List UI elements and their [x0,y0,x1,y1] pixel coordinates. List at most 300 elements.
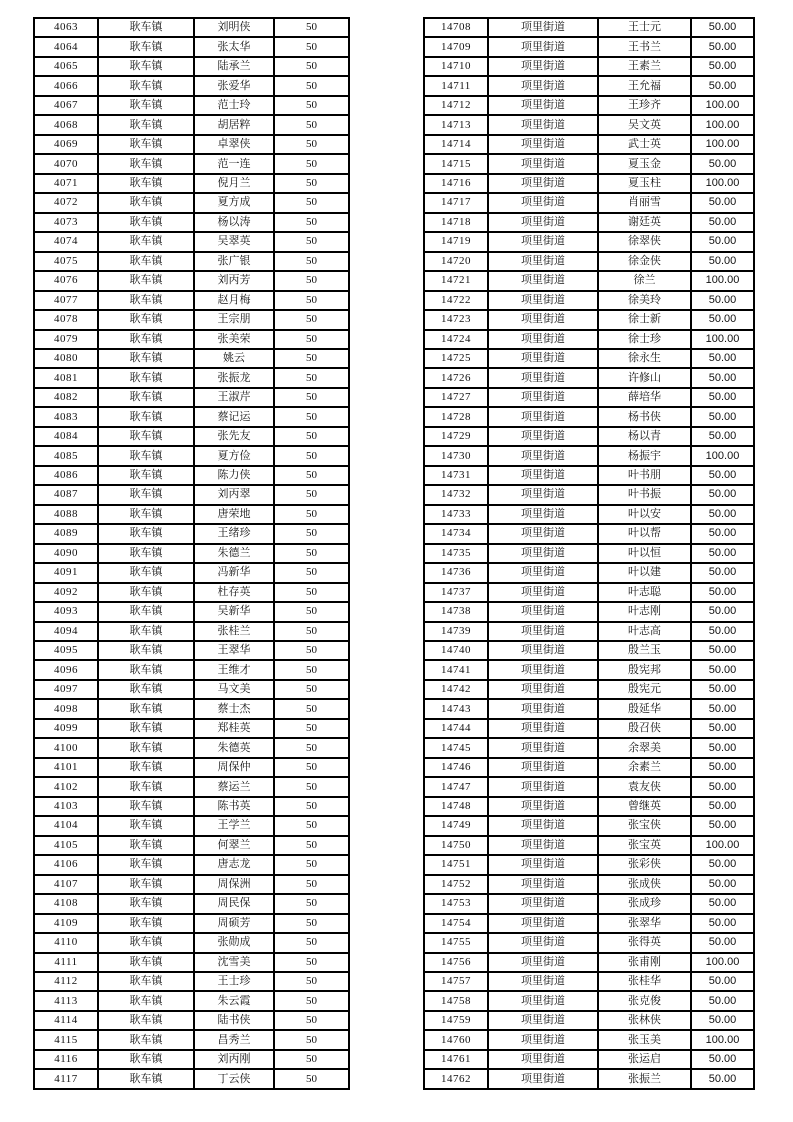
table-row [424,544,754,563]
person-name-cell: 王淑芹 [194,388,274,407]
table-row [424,660,754,679]
table-row [424,583,754,602]
person-name-cell: 叶以建 [598,563,691,582]
region-cell: 耿车镇 [98,57,194,76]
person-name-cell: 唐志龙 [194,855,274,874]
region-cell: 耿车镇 [98,232,194,251]
person-name-cell: 徐士珍 [598,330,691,349]
amount-cell: 50 [274,446,349,465]
region-cell: 耿车镇 [98,836,194,855]
serial-number-cell: 4077 [34,291,98,310]
person-name-cell: 夏玉柱 [598,174,691,193]
amount-cell: 50.00 [691,213,754,232]
serial-number-cell: 4067 [34,96,98,115]
serial-number-cell: 14753 [424,894,488,913]
amount-cell: 50.00 [691,875,754,894]
region-cell: 项里街道 [488,232,598,251]
amount-cell: 100.00 [691,446,754,465]
table-row [424,738,754,757]
serial-number-cell: 14759 [424,1011,488,1030]
amount-cell: 50.00 [691,18,754,37]
amount-cell: 100.00 [691,1030,754,1049]
person-name-cell: 谢廷英 [598,213,691,232]
region-cell: 项里街道 [488,18,598,37]
region-cell: 项里街道 [488,777,598,796]
serial-number-cell: 4117 [34,1069,98,1089]
serial-number-cell: 14756 [424,953,488,972]
serial-number-cell: 4116 [34,1050,98,1069]
table-row [424,135,754,154]
table-row [34,777,349,796]
person-name-cell: 余翠美 [598,738,691,757]
region-cell: 项里街道 [488,855,598,874]
person-name-cell: 郑桂英 [194,719,274,738]
table-row [34,407,349,426]
region-cell: 耿车镇 [98,894,194,913]
person-name-cell: 杜存英 [194,583,274,602]
region-cell: 项里街道 [488,524,598,543]
region-cell: 项里街道 [488,914,598,933]
serial-number-cell: 4100 [34,738,98,757]
serial-number-cell: 14741 [424,660,488,679]
amount-cell: 50.00 [691,524,754,543]
amount-cell: 50.00 [691,719,754,738]
person-name-cell: 张爱华 [194,76,274,95]
amount-cell: 50 [274,1030,349,1049]
amount-cell: 50 [274,154,349,173]
serial-number-cell: 14750 [424,836,488,855]
region-cell: 耿车镇 [98,972,194,991]
table-row [424,563,754,582]
table-row [34,836,349,855]
table-row [424,76,754,95]
person-name-cell: 蔡记运 [194,407,274,426]
person-name-cell: 张先友 [194,427,274,446]
table-row [34,524,349,543]
table-row [34,914,349,933]
table-row [424,37,754,56]
serial-number-cell: 14716 [424,174,488,193]
region-cell: 项里街道 [488,641,598,660]
region-cell: 项里街道 [488,368,598,387]
person-name-cell: 叶书振 [598,485,691,504]
table-row [424,972,754,991]
amount-cell: 50 [274,972,349,991]
table-row [34,76,349,95]
amount-cell: 50 [274,291,349,310]
table-row [34,991,349,1010]
amount-cell: 50 [274,680,349,699]
person-name-cell: 蔡运兰 [194,777,274,796]
amount-cell: 50 [274,583,349,602]
person-name-cell: 陈书英 [194,797,274,816]
amount-cell: 50 [274,174,349,193]
serial-number-cell: 14736 [424,563,488,582]
region-cell: 耿车镇 [98,719,194,738]
amount-cell: 50 [274,894,349,913]
region-cell: 耿车镇 [98,660,194,679]
region-cell: 耿车镇 [98,466,194,485]
person-name-cell: 张桂华 [598,972,691,991]
person-name-cell: 叶以帮 [598,524,691,543]
amount-cell: 50.00 [691,680,754,699]
amount-cell: 50.00 [691,641,754,660]
serial-number-cell: 14737 [424,583,488,602]
amount-cell: 50 [274,563,349,582]
table-row [424,1030,754,1049]
serial-number-cell: 14733 [424,505,488,524]
table-row [424,310,754,329]
amount-cell: 50 [274,660,349,679]
person-name-cell: 王学兰 [194,816,274,835]
table-row [424,1050,754,1069]
serial-number-cell: 14740 [424,641,488,660]
amount-cell: 50 [274,407,349,426]
person-name-cell: 张宝英 [598,836,691,855]
table-row [34,96,349,115]
amount-cell: 50 [274,758,349,777]
serial-number-cell: 14729 [424,427,488,446]
table-row [34,368,349,387]
table-row [34,855,349,874]
person-name-cell: 唐荣地 [194,505,274,524]
region-cell: 项里街道 [488,252,598,271]
serial-number-cell: 4114 [34,1011,98,1030]
person-name-cell: 周民保 [194,894,274,913]
region-cell: 项里街道 [488,446,598,465]
person-name-cell: 周保洲 [194,875,274,894]
region-cell: 耿车镇 [98,349,194,368]
serial-number-cell: 4069 [34,135,98,154]
table-row [34,485,349,504]
table-row [34,972,349,991]
table-row [424,1069,754,1089]
amount-cell: 50 [274,271,349,290]
person-name-cell: 张振兰 [598,1069,691,1089]
person-name-cell: 王允福 [598,76,691,95]
serial-number-cell: 4089 [34,524,98,543]
amount-cell: 50 [274,855,349,874]
region-cell: 耿车镇 [98,330,194,349]
person-name-cell: 张玉美 [598,1030,691,1049]
person-name-cell: 吴文英 [598,115,691,134]
table-row [424,96,754,115]
serial-number-cell: 4103 [34,797,98,816]
table-row [34,660,349,679]
region-cell: 耿车镇 [98,154,194,173]
region-cell: 项里街道 [488,135,598,154]
serial-number-cell: 4102 [34,777,98,796]
serial-number-cell: 4063 [34,18,98,37]
serial-number-cell: 4113 [34,991,98,1010]
person-name-cell: 刘丙芳 [194,271,274,290]
amount-cell: 50 [274,427,349,446]
table-row [424,252,754,271]
table-row [34,1069,349,1089]
amount-cell: 50 [274,738,349,757]
amount-cell: 50.00 [691,991,754,1010]
serial-number-cell: 14723 [424,310,488,329]
amount-cell: 50 [274,836,349,855]
serial-number-cell: 14755 [424,933,488,952]
table-row [34,641,349,660]
region-cell: 项里街道 [488,485,598,504]
region-cell: 耿车镇 [98,174,194,193]
serial-number-cell: 4112 [34,972,98,991]
person-name-cell: 吴翠英 [194,232,274,251]
amount-cell: 50.00 [691,427,754,446]
serial-number-cell: 4101 [34,758,98,777]
region-cell: 项里街道 [488,310,598,329]
person-name-cell: 张得英 [598,933,691,952]
table-row [424,349,754,368]
table-row [424,699,754,718]
serial-number-cell: 4068 [34,115,98,134]
serial-number-cell: 14709 [424,37,488,56]
amount-cell: 50.00 [691,310,754,329]
person-name-cell: 昌秀兰 [194,1030,274,1049]
region-cell: 项里街道 [488,37,598,56]
amount-cell: 50 [274,466,349,485]
serial-number-cell: 14761 [424,1050,488,1069]
table-row [424,1011,754,1030]
region-cell: 耿车镇 [98,76,194,95]
region-cell: 项里街道 [488,836,598,855]
serial-number-cell: 14738 [424,602,488,621]
region-cell: 项里街道 [488,1030,598,1049]
region-cell: 项里街道 [488,154,598,173]
amount-cell: 50.00 [691,1011,754,1030]
amount-cell: 50 [274,719,349,738]
region-cell: 耿车镇 [98,914,194,933]
serial-number-cell: 4081 [34,368,98,387]
serial-number-cell: 4082 [34,388,98,407]
serial-number-cell: 14714 [424,135,488,154]
table-row [34,37,349,56]
table-row [424,719,754,738]
person-name-cell: 夏方俭 [194,446,274,465]
region-cell: 项里街道 [488,466,598,485]
person-name-cell: 叶志聪 [598,583,691,602]
person-name-cell: 王珍齐 [598,96,691,115]
table-row [424,622,754,641]
region-cell: 项里街道 [488,505,598,524]
region-cell: 耿车镇 [98,485,194,504]
person-name-cell: 倪月兰 [194,174,274,193]
amount-cell: 50 [274,96,349,115]
amount-cell: 50.00 [691,758,754,777]
serial-number-cell: 4091 [34,563,98,582]
amount-cell: 50 [274,330,349,349]
amount-cell: 50.00 [691,1050,754,1069]
table-row [424,291,754,310]
amount-cell: 50 [274,797,349,816]
serial-number-cell: 4066 [34,76,98,95]
serial-number-cell: 14754 [424,914,488,933]
serial-number-cell: 4097 [34,680,98,699]
person-name-cell: 张广银 [194,252,274,271]
region-cell: 耿车镇 [98,291,194,310]
person-name-cell: 王书兰 [598,37,691,56]
region-cell: 耿车镇 [98,602,194,621]
serial-number-cell: 14715 [424,154,488,173]
amount-cell: 50 [274,875,349,894]
serial-number-cell: 14732 [424,485,488,504]
amount-cell: 50.00 [691,699,754,718]
region-cell: 项里街道 [488,719,598,738]
serial-number-cell: 14760 [424,1030,488,1049]
serial-number-cell: 14727 [424,388,488,407]
serial-number-cell: 14711 [424,76,488,95]
region-cell: 耿车镇 [98,252,194,271]
serial-number-cell: 4078 [34,310,98,329]
serial-number-cell: 4073 [34,213,98,232]
person-name-cell: 王维才 [194,660,274,679]
person-name-cell: 范士玲 [194,96,274,115]
serial-number-cell: 4075 [34,252,98,271]
serial-number-cell: 14731 [424,466,488,485]
region-cell: 项里街道 [488,407,598,426]
serial-number-cell: 4115 [34,1030,98,1049]
serial-number-cell: 4079 [34,330,98,349]
amount-cell: 50 [274,135,349,154]
amount-cell: 50 [274,933,349,952]
person-name-cell: 殷延华 [598,699,691,718]
amount-cell: 50.00 [691,914,754,933]
serial-number-cell: 4096 [34,660,98,679]
serial-number-cell: 4088 [34,505,98,524]
table-row [424,680,754,699]
serial-number-cell: 14743 [424,699,488,718]
serial-number-cell: 14742 [424,680,488,699]
table-row [424,505,754,524]
table-row [424,855,754,874]
table-row [424,174,754,193]
table-row [34,719,349,738]
person-name-cell: 武士英 [598,135,691,154]
region-cell: 项里街道 [488,933,598,952]
table-row [424,602,754,621]
person-name-cell: 叶以恒 [598,544,691,563]
amount-cell: 50 [274,18,349,37]
person-name-cell: 叶志高 [598,622,691,641]
person-name-cell: 张克俊 [598,991,691,1010]
person-name-cell: 张美荣 [194,330,274,349]
person-name-cell: 朱德英 [194,738,274,757]
table-row [34,758,349,777]
table-row [424,232,754,251]
table-row [34,466,349,485]
person-name-cell: 王绪珍 [194,524,274,543]
amount-cell: 100.00 [691,953,754,972]
region-cell: 耿车镇 [98,1050,194,1069]
region-cell: 项里街道 [488,213,598,232]
person-name-cell: 蔡士杰 [194,699,274,718]
table-row [34,505,349,524]
serial-number-cell: 14713 [424,115,488,134]
serial-number-cell: 14717 [424,193,488,212]
region-cell: 项里街道 [488,738,598,757]
region-cell: 耿车镇 [98,641,194,660]
table-row [34,738,349,757]
serial-number-cell: 4099 [34,719,98,738]
region-cell: 项里街道 [488,816,598,835]
person-name-cell: 张振龙 [194,368,274,387]
person-name-cell: 卓翠侠 [194,135,274,154]
amount-cell: 50.00 [691,466,754,485]
serial-number-cell: 14725 [424,349,488,368]
person-name-cell: 朱德兰 [194,544,274,563]
region-cell: 耿车镇 [98,680,194,699]
person-name-cell: 张宝侠 [598,816,691,835]
table-row [424,466,754,485]
table-row [424,991,754,1010]
person-name-cell: 陆承兰 [194,57,274,76]
table-row [424,271,754,290]
table-row [34,563,349,582]
serial-number-cell: 14721 [424,271,488,290]
amount-cell: 50.00 [691,154,754,173]
amount-cell: 50 [274,193,349,212]
amount-cell: 50.00 [691,622,754,641]
amount-cell: 50 [274,505,349,524]
serial-number-cell: 4109 [34,914,98,933]
left-table [33,17,350,1090]
person-name-cell: 杨以青 [598,427,691,446]
amount-cell: 100.00 [691,174,754,193]
serial-number-cell: 4085 [34,446,98,465]
serial-number-cell: 4074 [34,232,98,251]
person-name-cell: 丁云侠 [194,1069,274,1089]
region-cell: 耿车镇 [98,1030,194,1049]
serial-number-cell: 14751 [424,855,488,874]
amount-cell: 50 [274,816,349,835]
amount-cell: 50 [274,37,349,56]
person-name-cell: 胡居粹 [194,115,274,134]
region-cell: 项里街道 [488,758,598,777]
table-row [424,18,754,37]
amount-cell: 50.00 [691,583,754,602]
region-cell: 项里街道 [488,1050,598,1069]
person-name-cell: 徐翠侠 [598,232,691,251]
table-row [34,446,349,465]
amount-cell: 50 [274,232,349,251]
table-row [424,388,754,407]
region-cell: 耿车镇 [98,991,194,1010]
table-row [34,388,349,407]
amount-cell: 50 [274,524,349,543]
person-name-cell: 徐士新 [598,310,691,329]
region-cell: 项里街道 [488,875,598,894]
amount-cell: 50.00 [691,388,754,407]
table-row [34,1011,349,1030]
person-name-cell: 袁友侠 [598,777,691,796]
region-cell: 耿车镇 [98,368,194,387]
amount-cell: 50 [274,213,349,232]
table-row [34,602,349,621]
table-row [34,953,349,972]
amount-cell: 50.00 [691,232,754,251]
person-name-cell: 张林侠 [598,1011,691,1030]
table-row [34,310,349,329]
amount-cell: 50.00 [691,407,754,426]
serial-number-cell: 4105 [34,836,98,855]
region-cell: 项里街道 [488,972,598,991]
table-row [424,641,754,660]
amount-cell: 50.00 [691,252,754,271]
amount-cell: 50 [274,252,349,271]
amount-cell: 50.00 [691,57,754,76]
